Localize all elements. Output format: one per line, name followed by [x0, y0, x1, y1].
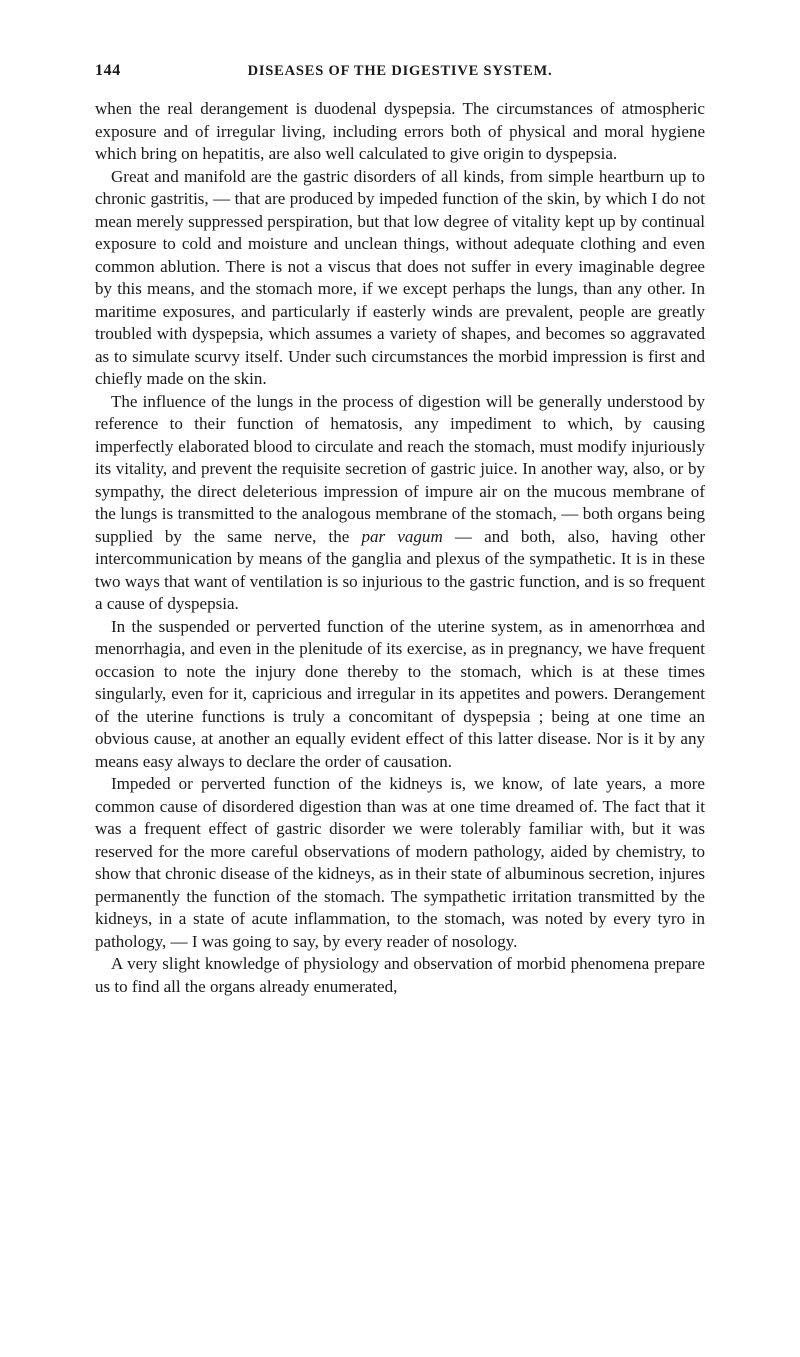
book-page: [95, 62, 705, 998]
running-header: [95, 62, 705, 92]
paragraph-kidneys: Impeded or perverted function of the kidneys is, we know, of late years, a more common cause of disordered digestion than was at one time dreamed of. The fact that it was a frequent effect of gastric disorder we were tolerably familiar with, but it was reserved for the more careful observations of modern pathology, aided by chemistry, to show that chronic disease of the kidneys, as in their state of albuminous secretion, injures permanently the function of the stomach. The sympathetic irritation transmitted by the kidneys, in a state of acute inflammation, to the stomach, was noted by every tyro in pathology, — I was going to say, by every reader of nosology.: [95, 774, 705, 951]
paragraph-duodenal-dyspepsia: when the real derangement is duodenal dyspepsia. The circumstances of atmospheric exposure and of irregular living, including errors both of physical and moral hygiene which bring on hepatitis, are also well calculated to give origin to dyspepsia.: [95, 99, 705, 163]
page-number: 144: [95, 62, 121, 79]
paragraph-lungs-influence: [95, 391, 705, 616]
paragraph-uterine-system: In the suspended or perverted function of the uterine system, as in amenorrhœa and menorrhagia, and even in the plenitude of its exercise, as in pregnancy, we have frequent occasion to note the injury done thereby to the stomach, which is at these times singularly, even for it, capricious and irregular in its appetites and powers. Derangement of the uterine functions is truly a concomitant of dyspepsia ; being at one time an obvious cause, at another an equally evident effect of this latter disease. Nor is it by any means easy always to declare the order of causation.: [95, 616, 705, 771]
paragraph-gastric-disorders-skin: Great and manifold are the gastric disorders of all kinds, from simple heartburn up to chronic gastritis, — that are produced by impeded function of the skin, by which I do not mean merely suppressed perspiration, but that low degree of vitality kept up by continual exposure to cold and moisture and unclean things, without adequate clothing and even common ablution. There is not a viscus that does not suffer in every imaginable degree by this means, and the stomach more, if we except perhaps the lungs, than any other. In maritime exposures, and particularly if easterly winds are prevalent, people are greatly troubled with dyspepsia, which assumes a variety of shapes, and becomes so aggravated as to simulate scurvy itself. Under such circumstances the morbid impression is first and chiefly made on the skin.: [95, 166, 705, 388]
lungs-text-after: — and both, also, having other intercommunication by means of the ganglia and plexus of the sympathetic. It is in these two ways that want of ventilation is so injurious to the gastric function, and is so frequent a cause of dyspepsia.: [95, 526, 706, 613]
paragraph-physiology: A very slight knowledge of physiology and observation of morbid phenomena prepare us to find all the organs already enumerated,: [95, 954, 705, 996]
par-vagum-term: par vagum: [361, 526, 443, 546]
lungs-text-before: The influence of the lungs in the process of digestion will be generally understood by reference to their function of hematosis, any impediment to which, by causing imperfectly elaborated blood to circulate and reach the stomach, must modify injuriously its vitality, and prevent the requisite secretion of gastric juice. In another way, also, or by sympathy, the direct deleterious impression of impure air on the mucous membrane of the lungs is transmitted to the analogous membrane of the stomach, — both organs being supplied by the same nerve, the: [95, 391, 705, 546]
body-text: [95, 98, 705, 998]
running-title: DISEASES OF THE DIGESTIVE SYSTEM.: [247, 63, 553, 79]
